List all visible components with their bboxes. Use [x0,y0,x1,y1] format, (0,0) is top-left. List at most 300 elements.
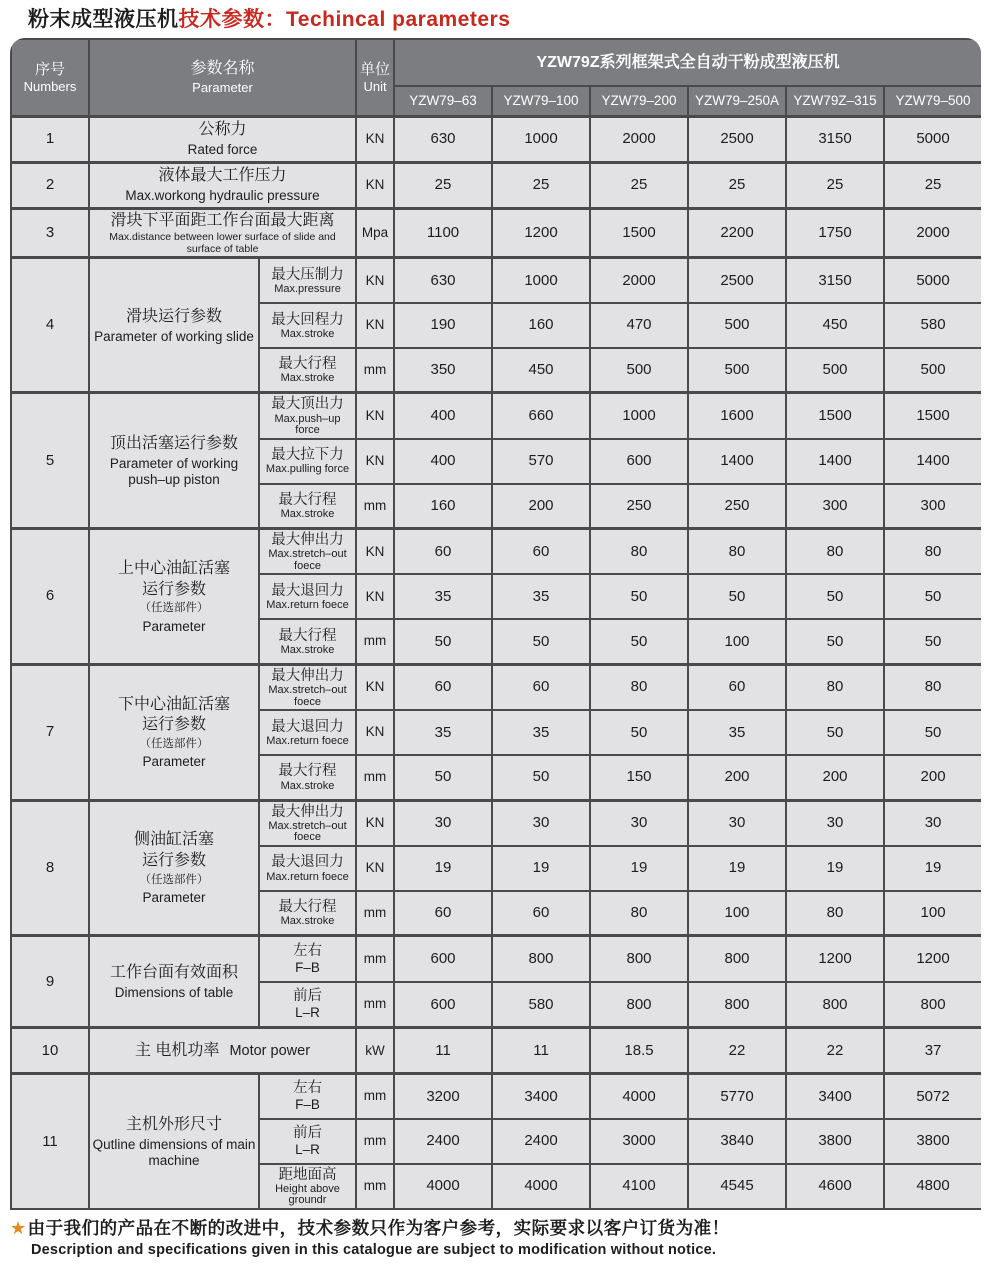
value-cell: 19 [394,846,492,891]
sub-parameter [259,439,356,484]
header-model-1: YZW79–63 [394,86,492,116]
value-cell: 2200 [688,208,786,258]
page-title-red: 技术参数：Techincal parameters [178,8,511,31]
value-cell: 3150 [786,116,884,162]
spec-table-container [10,38,981,1210]
value-cell: 50 [394,619,492,664]
value-cell: 3400 [492,1074,590,1119]
unit-cell: KN [356,116,394,162]
value-cell: 80 [786,664,884,710]
row-number: 11 [11,1074,89,1209]
table-row [11,664,981,710]
header-parameter-zh: 参数名称 [190,60,255,78]
header-unit [356,39,394,116]
parameter-name [89,936,259,1028]
value-cell: 60 [492,664,590,710]
unit-cell: mm [356,891,394,936]
value-cell: 2500 [688,258,786,303]
sub-parameter-en: Max.stroke [280,372,335,385]
row-number: 3 [11,208,89,258]
sub-parameter-zh: 前后 [293,988,322,1005]
sub-parameter-en: Max.push–up force [274,412,341,437]
sub-parameter-en: Max.pulling force [265,463,350,476]
value-cell: 160 [492,303,590,348]
unit-cell: kW [356,1028,394,1074]
parameter-name-en: Max.workong hydraulic pressure [125,188,320,204]
value-cell: 800 [884,982,981,1028]
sub-parameter [259,1074,356,1119]
parameter-name-en: Parameter of working push–up piston [109,456,239,487]
value-cell: 50 [590,574,688,619]
sub-parameter [259,484,356,529]
value-cell: 50 [688,574,786,619]
sub-parameter-en: Max.stroke [280,327,335,340]
parameter-name-en: Parameter [142,618,206,634]
parameter-note: （任选部件） [139,602,209,615]
parameter-name-zh: 下中心油缸活塞 [117,695,230,713]
sub-parameter-zh: 最大回程力 [271,311,344,328]
value-cell: 30 [884,800,981,846]
value-cell: 630 [394,258,492,303]
unit-cell: KN [356,710,394,755]
value-cell: 160 [394,484,492,529]
value-cell: 80 [786,891,884,936]
footnote-line-en: Description and specifications given in this catalogue are subject to modification without notice. [31,1242,717,1258]
sub-parameter-en: Max.pressure [274,282,341,295]
sub-parameter-zh: 最大拉下力 [271,447,344,464]
sub-parameter-zh: 最大伸出力 [271,667,344,684]
value-cell: 800 [786,982,884,1028]
value-cell: 18.5 [590,1028,688,1074]
value-cell: 1600 [688,393,786,439]
value-cell: 400 [394,393,492,439]
sub-parameter-zh: 最大退回力 [271,582,344,599]
parameter-name [89,258,259,393]
sub-parameter-zh: 最大行程 [278,356,337,373]
parameter-note: （任选部件） [139,738,209,751]
parameter-name [89,116,356,162]
header-parameter [89,39,356,116]
value-cell: 800 [688,982,786,1028]
row-number: 9 [11,936,89,1028]
value-cell: 2000 [590,258,688,303]
sub-parameter-en: Max.return foece [266,870,349,883]
value-cell: 1000 [492,258,590,303]
sub-parameter-en: F–B [295,959,320,975]
parameter-name-zh: 运行参数 [141,580,206,598]
value-cell: 250 [688,484,786,529]
value-cell: 450 [492,348,590,393]
value-cell: 60 [394,891,492,936]
value-cell: 1500 [884,393,981,439]
value-cell: 35 [492,710,590,755]
row-number: 4 [11,258,89,393]
unit-cell: mm [356,619,394,664]
value-cell: 200 [884,755,981,800]
value-cell: 80 [590,529,688,575]
parameter-note: （任选部件） [139,873,209,886]
value-cell: 800 [590,982,688,1028]
value-cell: 80 [786,529,884,575]
value-cell: 600 [394,982,492,1028]
sub-parameter [259,619,356,664]
table-row [11,258,981,303]
unit-cell: KN [356,303,394,348]
value-cell: 25 [786,162,884,208]
value-cell: 80 [590,664,688,710]
parameter-name-en: Max.distance between lower surface of slide and surface of table [109,231,336,255]
value-cell: 4000 [394,1164,492,1209]
value-cell: 22 [786,1028,884,1074]
table-row [11,1074,981,1119]
parameter-name [89,162,356,208]
value-cell: 200 [688,755,786,800]
value-cell: 4000 [590,1074,688,1119]
value-cell: 80 [590,891,688,936]
value-cell: 1500 [590,208,688,258]
sub-parameter [259,982,356,1028]
value-cell: 60 [688,664,786,710]
value-cell: 50 [786,574,884,619]
value-cell: 1750 [786,208,884,258]
header-number-en: Numbers [23,79,77,95]
value-cell: 800 [492,936,590,982]
value-cell: 11 [492,1028,590,1074]
value-cell: 30 [492,800,590,846]
value-cell: 3840 [688,1119,786,1164]
parameter-name-en: Rated force [187,142,258,158]
row-number: 7 [11,664,89,800]
value-cell: 1000 [590,393,688,439]
value-cell: 2000 [590,116,688,162]
sub-parameter [259,800,356,846]
unit-cell: mm [356,1074,394,1119]
parameter-name [89,800,259,936]
value-cell: 2400 [492,1119,590,1164]
parameter-name-zh: 滑块下平面距工作台面最大距离 [110,211,335,229]
value-cell: 2400 [394,1119,492,1164]
header-model-5: YZW79Z–315 [786,86,884,116]
unit-cell: Mpa [356,208,394,258]
value-cell: 19 [786,846,884,891]
value-cell: 50 [492,619,590,664]
value-cell: 5000 [884,116,981,162]
sub-parameter-en: Max.stroke [280,779,335,792]
value-cell: 450 [786,303,884,348]
sub-parameter-zh: 距地面高 [278,1166,337,1183]
table-row [11,800,981,846]
value-cell: 30 [394,800,492,846]
unit-cell: mm [356,1119,394,1164]
page-title-black: 粉末成型液压机 [28,8,179,31]
value-cell: 5000 [884,258,981,303]
table-row [11,529,981,575]
header-number-zh: 序号 [34,60,65,78]
value-cell: 800 [590,936,688,982]
parameter-name [89,393,259,529]
value-cell: 19 [688,846,786,891]
star-icon: ★ [10,1218,27,1238]
value-cell: 250 [590,484,688,529]
parameter-name-en: Motor power [229,1043,311,1060]
sub-parameter-en: Max.stroke [280,643,335,656]
parameter-name-en: Qutline dimensions of main machine [92,1137,256,1168]
value-cell: 500 [688,348,786,393]
header-number [11,39,89,116]
row-number: 6 [11,529,89,665]
sub-parameter [259,846,356,891]
sub-parameter-zh: 左右 [293,1080,322,1097]
value-cell: 80 [688,529,786,575]
sub-parameter-en: Height above groundr [275,1182,340,1207]
parameter-name-en: Dimensions of table [114,984,234,1000]
value-cell: 500 [688,303,786,348]
table-row [11,162,981,208]
sub-parameter-en: Max.stroke [280,915,335,928]
sub-parameter [259,1164,356,1209]
header-model-6: YZW79–500 [884,86,981,116]
value-cell: 5770 [688,1074,786,1119]
parameter-name-zh: 运行参数 [141,716,206,734]
value-cell: 30 [688,800,786,846]
sub-parameter-en: Max.stroke [280,508,335,521]
value-cell: 50 [884,619,981,664]
value-cell: 35 [492,574,590,619]
value-cell: 800 [688,936,786,982]
value-cell: 50 [394,755,492,800]
value-cell: 1000 [492,116,590,162]
sub-parameter-zh: 最大伸出力 [271,803,344,820]
value-cell: 3200 [394,1074,492,1119]
value-cell: 600 [394,936,492,982]
value-cell: 50 [786,710,884,755]
value-cell: 50 [492,755,590,800]
value-cell: 19 [492,846,590,891]
sub-parameter-en: F–B [295,1097,320,1113]
value-cell: 1400 [884,439,981,484]
value-cell: 80 [884,529,981,575]
value-cell: 400 [394,439,492,484]
parameter-name [89,529,259,665]
sub-parameter-zh: 最大行程 [278,627,337,644]
value-cell: 3150 [786,258,884,303]
sub-parameter-zh: 最大行程 [278,899,337,916]
value-cell: 1500 [786,393,884,439]
sub-parameter [259,755,356,800]
value-cell: 50 [884,710,981,755]
parameter-name-zh: 主机外形尺寸 [125,1116,222,1134]
value-cell: 470 [590,303,688,348]
unit-cell: KN [356,529,394,575]
value-cell: 1400 [688,439,786,484]
spec-table [10,38,981,1210]
parameter-name-zh: 侧油缸活塞 [133,831,214,849]
value-cell: 4100 [590,1164,688,1209]
value-cell: 37 [884,1028,981,1074]
footnote-line-zh [10,1215,980,1240]
parameter-name [89,1028,356,1074]
footnote [10,1215,980,1258]
parameter-name [89,208,356,258]
unit-cell: KN [356,162,394,208]
parameter-name-zh: 公称力 [198,121,247,139]
value-cell: 500 [590,348,688,393]
value-cell: 25 [394,162,492,208]
table-row [11,208,981,258]
row-number: 10 [11,1028,89,1074]
value-cell: 80 [884,664,981,710]
value-cell: 3800 [786,1119,884,1164]
value-cell: 50 [884,574,981,619]
parameter-name [89,664,259,800]
sub-parameter [259,574,356,619]
table-row [11,936,981,982]
parameter-name-zh: 顶出活塞运行参数 [109,435,238,453]
page-title [28,3,510,33]
sub-parameter-en: L–R [295,1005,320,1021]
sub-parameter [259,936,356,982]
value-cell: 150 [590,755,688,800]
unit-cell: KN [356,574,394,619]
unit-cell: KN [356,664,394,710]
unit-cell: KN [356,258,394,303]
header-unit-en: Unit [363,79,387,95]
value-cell: 4000 [492,1164,590,1209]
sub-parameter [259,348,356,393]
value-cell: 25 [590,162,688,208]
value-cell: 22 [688,1028,786,1074]
value-cell: 25 [492,162,590,208]
sub-parameter [259,710,356,755]
value-cell: 100 [688,891,786,936]
sub-parameter [259,258,356,303]
row-number: 1 [11,116,89,162]
unit-cell: KN [356,439,394,484]
sub-parameter-en: Max.return foece [266,734,349,747]
sub-parameter-en: Max.stretch–out foece [268,683,347,708]
value-cell: 4800 [884,1164,981,1209]
sub-parameter-zh: 最大退回力 [271,718,344,735]
header-model-4: YZW79–250A [688,86,786,116]
unit-cell: KN [356,800,394,846]
sub-parameter-en: L–R [295,1142,320,1158]
table-row [11,116,981,162]
row-number: 5 [11,393,89,529]
sub-parameter [259,664,356,710]
sub-parameter-zh: 最大行程 [278,763,337,780]
value-cell: 2000 [884,208,981,258]
unit-cell: mm [356,1164,394,1209]
sub-parameter-zh: 最大行程 [278,492,337,509]
sub-parameter [259,529,356,575]
value-cell: 19 [590,846,688,891]
value-cell: 19 [884,846,981,891]
parameter-name-en: Parameter of working slide [94,328,254,344]
value-cell: 1200 [492,208,590,258]
value-cell: 190 [394,303,492,348]
sub-parameter-en: Max.stretch–out foece [268,819,347,844]
sub-parameter-zh: 前后 [293,1125,322,1142]
header-model-3: YZW79–200 [590,86,688,116]
value-cell: 25 [884,162,981,208]
value-cell: 60 [394,529,492,575]
value-cell: 660 [492,393,590,439]
value-cell: 50 [786,619,884,664]
value-cell: 1100 [394,208,492,258]
value-cell: 60 [394,664,492,710]
sub-parameter [259,393,356,439]
value-cell: 4600 [786,1164,884,1209]
value-cell: 5072 [884,1074,981,1119]
value-cell: 60 [492,529,590,575]
sub-parameter-zh: 最大退回力 [271,854,344,871]
unit-cell: mm [356,982,394,1028]
value-cell: 3400 [786,1074,884,1119]
value-cell: 580 [492,982,590,1028]
row-number: 8 [11,800,89,936]
header-series-title: YZW79Z系列框架式全自动干粉成型液压机 [394,39,981,86]
value-cell: 2500 [688,116,786,162]
parameter-name-zh: 滑块运行参数 [125,307,222,325]
value-cell: 1400 [786,439,884,484]
parameter-name [89,1074,259,1209]
value-cell: 580 [884,303,981,348]
value-cell: 35 [394,574,492,619]
unit-cell: KN [356,846,394,891]
table-row [11,1028,981,1074]
value-cell: 300 [884,484,981,529]
value-cell: 4545 [688,1164,786,1209]
table-row [11,393,981,439]
unit-cell: mm [356,936,394,982]
value-cell: 25 [688,162,786,208]
value-cell: 100 [884,891,981,936]
value-cell: 500 [786,348,884,393]
sub-parameter-zh: 左右 [293,942,322,959]
value-cell: 30 [786,800,884,846]
value-cell: 350 [394,348,492,393]
unit-cell: KN [356,393,394,439]
value-cell: 60 [492,891,590,936]
value-cell: 500 [884,348,981,393]
value-cell: 1200 [786,936,884,982]
footnote-zh-text: 由于我们的产品在不断的改进中，技术参数只作为客户参考，实际要求以客户订货为准！ [27,1218,730,1238]
sub-parameter-zh: 最大压制力 [271,266,344,283]
value-cell: 3000 [590,1119,688,1164]
parameter-name-zh: 工作台面有效面积 [109,964,238,982]
parameter-name-inline [92,1041,353,1060]
parameter-name-en: Parameter [142,890,206,906]
value-cell: 630 [394,116,492,162]
sub-parameter-zh: 最大顶出力 [271,396,344,413]
value-cell: 30 [590,800,688,846]
sub-parameter-zh: 最大伸出力 [271,532,344,549]
sub-parameter [259,1119,356,1164]
parameter-name-zh: 上中心油缸活塞 [117,559,230,577]
unit-cell: mm [356,755,394,800]
spec-table-body [11,116,981,1209]
value-cell: 50 [590,710,688,755]
parameter-name-zh: 液体最大工作压力 [158,167,287,185]
value-cell: 11 [394,1028,492,1074]
value-cell: 1200 [884,936,981,982]
value-cell: 35 [394,710,492,755]
header-model-2: YZW79–100 [492,86,590,116]
value-cell: 35 [688,710,786,755]
value-cell: 600 [590,439,688,484]
value-cell: 200 [492,484,590,529]
parameter-name-zh: 运行参数 [141,852,206,870]
